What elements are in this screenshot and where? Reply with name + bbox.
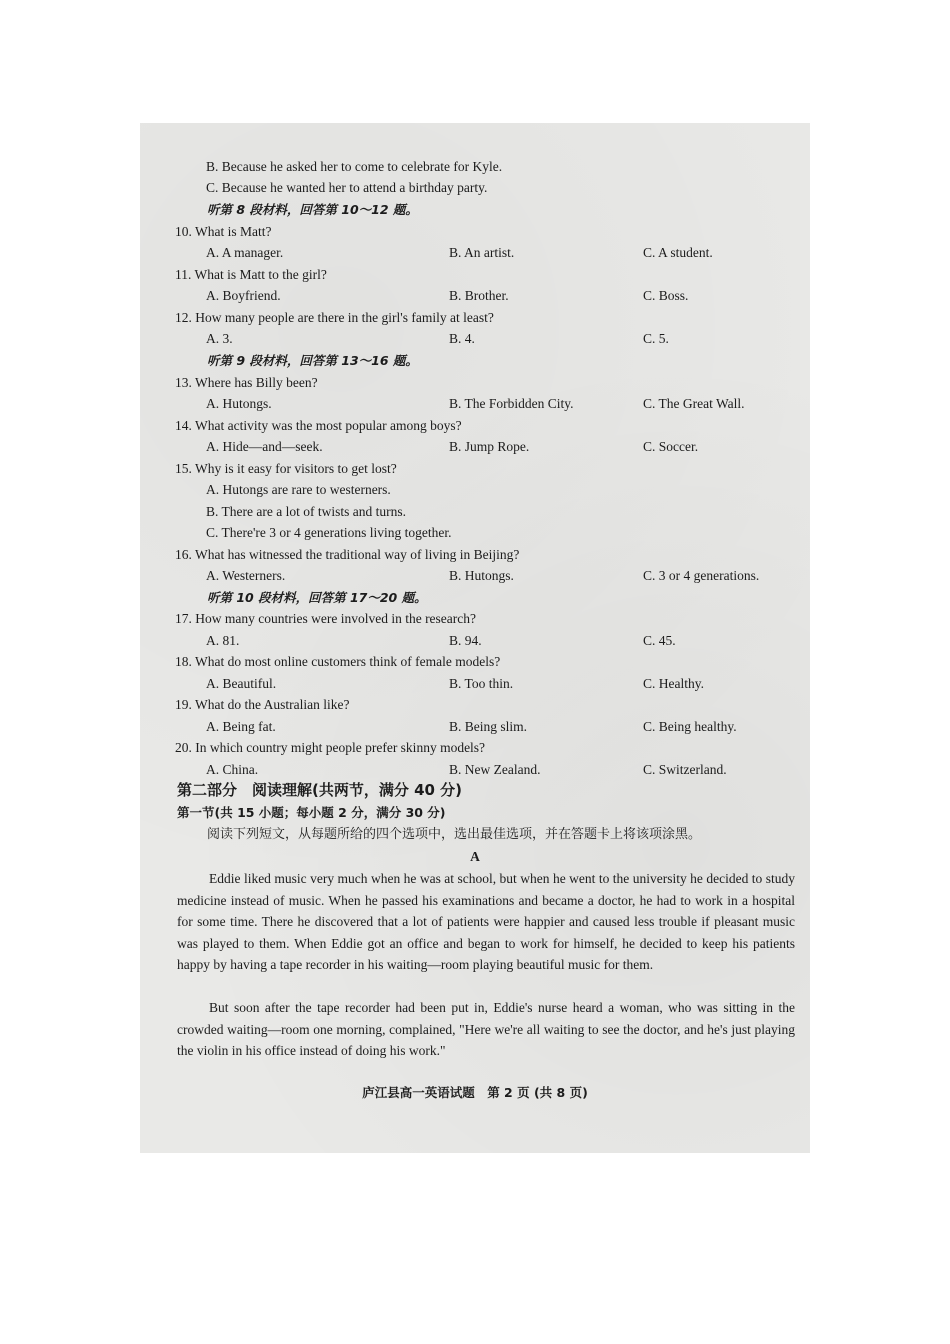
exam-page <box>140 123 810 1153</box>
q14-option-a: A. Hide—and—seek. <box>206 439 323 454</box>
part2-subheading: 第一节(共 15 小题；每小题 2 分，满分 30 分) <box>177 805 446 820</box>
q14-option-c: C. Soccer. <box>643 439 699 454</box>
q19-option-c: C. Being healthy. <box>643 719 737 734</box>
q13-stem: 13. Where has Billy been? <box>175 375 318 390</box>
q12-option-c: C. 5. <box>643 331 669 346</box>
q15-option-c: C. There're 3 or 4 generations living together. <box>206 525 452 540</box>
q13-option-b: B. The Forbidden City. <box>449 396 574 411</box>
passage-paragraph-2: But soon after the tape recorder had been put in, Eddie's nurse heard a woman, who was sitting in the crowded waiting—room one morning, complained, "Here we're all waiting to see the doctor, and he's just playing the violin in his office instead of doing his work." <box>177 1000 795 1058</box>
q13-option-c: C. The Great Wall. <box>643 396 745 411</box>
q14-stem: 14. What activity was the most popular among boys? <box>175 418 462 433</box>
part2-heading: 第二部分 阅读理解(共两节，满分 40 分) <box>177 781 463 799</box>
q18-stem: 18. What do most online customers think of female models? <box>175 654 501 669</box>
q9-option-b: B. Because he asked her to come to celebrate for Kyle. <box>206 159 503 174</box>
q20-option-a: A. China. <box>206 762 259 777</box>
q9-option-c: C. Because he wanted her to attend a birthday party. <box>206 180 488 195</box>
q18-option-a: A. Beautiful. <box>206 676 277 691</box>
q16-option-c: C. 3 or 4 generations. <box>643 568 760 583</box>
q17-option-c: C. 45. <box>643 633 676 648</box>
q16-option-b: B. Hutongs. <box>449 568 514 583</box>
q16-stem: 16. What has witnessed the traditional way of living in Beijing? <box>175 547 520 562</box>
q13-option-a: A. Hutongs. <box>206 396 272 411</box>
q12-stem: 12. How many people are there in the girl's family at least? <box>175 310 494 325</box>
q11-option-c: C. Boss. <box>643 288 689 303</box>
q15-option-b: B. There are a lot of twists and turns. <box>206 504 406 519</box>
q10-option-c: C. A student. <box>643 245 713 260</box>
passage-label: A <box>470 849 480 864</box>
q14-option-b: B. Jump Rope. <box>449 439 530 454</box>
q19-option-a: A. Being fat. <box>206 719 276 734</box>
q12-option-b: B. 4. <box>449 331 475 346</box>
q15-stem: 15. Why is it easy for visitors to get lost? <box>175 461 397 476</box>
q20-stem: 20. In which country might people prefer skinny models? <box>175 740 486 755</box>
q20-option-b: B. New Zealand. <box>449 762 541 777</box>
q18-option-b: B. Too thin. <box>449 676 514 691</box>
q10-option-a: A. A manager. <box>206 245 284 260</box>
q11-stem: 11. What is Matt to the girl? <box>175 267 327 282</box>
q18-option-c: C. Healthy. <box>643 676 704 691</box>
passage-paragraph-1: Eddie liked music very much when he was at school, but when he went to the university he decided to study medicine instead of music. When he passed his examinations and became a doctor, he had to work in a hospital for some time. There he discovered that a lot of patients were happier and caused less trouble if pleasant music was played to them. When Eddie got an office and began to work for himself, he decided to keep his patients happy by having a tape recorder in his waiting—room playing beautiful music for them. <box>177 871 795 972</box>
q17-option-b: B. 94. <box>449 633 482 648</box>
q12-option-a: A. 3. <box>206 331 233 346</box>
q10-stem: 10. What is Matt? <box>175 224 272 239</box>
q19-stem: 19. What do the Australian like? <box>175 697 350 712</box>
section-10-instruction: 听第 10 段材料，回答第 17～20 题。 <box>207 590 427 605</box>
q20-option-c: C. Switzerland. <box>643 762 727 777</box>
q11-option-b: B. Brother. <box>449 288 509 303</box>
section-8-instruction: 听第 8 段材料，回答第 10～12 题。 <box>207 202 418 217</box>
q17-option-a: A. 81. <box>206 633 240 648</box>
q19-option-b: B. Being slim. <box>449 719 528 734</box>
part2-instruction: 阅读下列短文，从每题所给的四个选项中，选出最佳选项，并在答题卡上将该项涂黑。 <box>207 827 702 842</box>
section-9-instruction: 听第 9 段材料，回答第 13～16 题。 <box>207 353 418 368</box>
q16-option-a: A. Westerners. <box>206 568 286 583</box>
q15-option-a: A. Hutongs are rare to westerners. <box>206 482 391 497</box>
q10-option-b: B. An artist. <box>449 245 515 260</box>
q17-stem: 17. How many countries were involved in the research? <box>175 611 477 626</box>
q11-option-a: A. Boyfriend. <box>206 288 281 303</box>
page-footer: 庐江县高一英语试题 第 2 页 (共 8 页) <box>362 1085 588 1100</box>
